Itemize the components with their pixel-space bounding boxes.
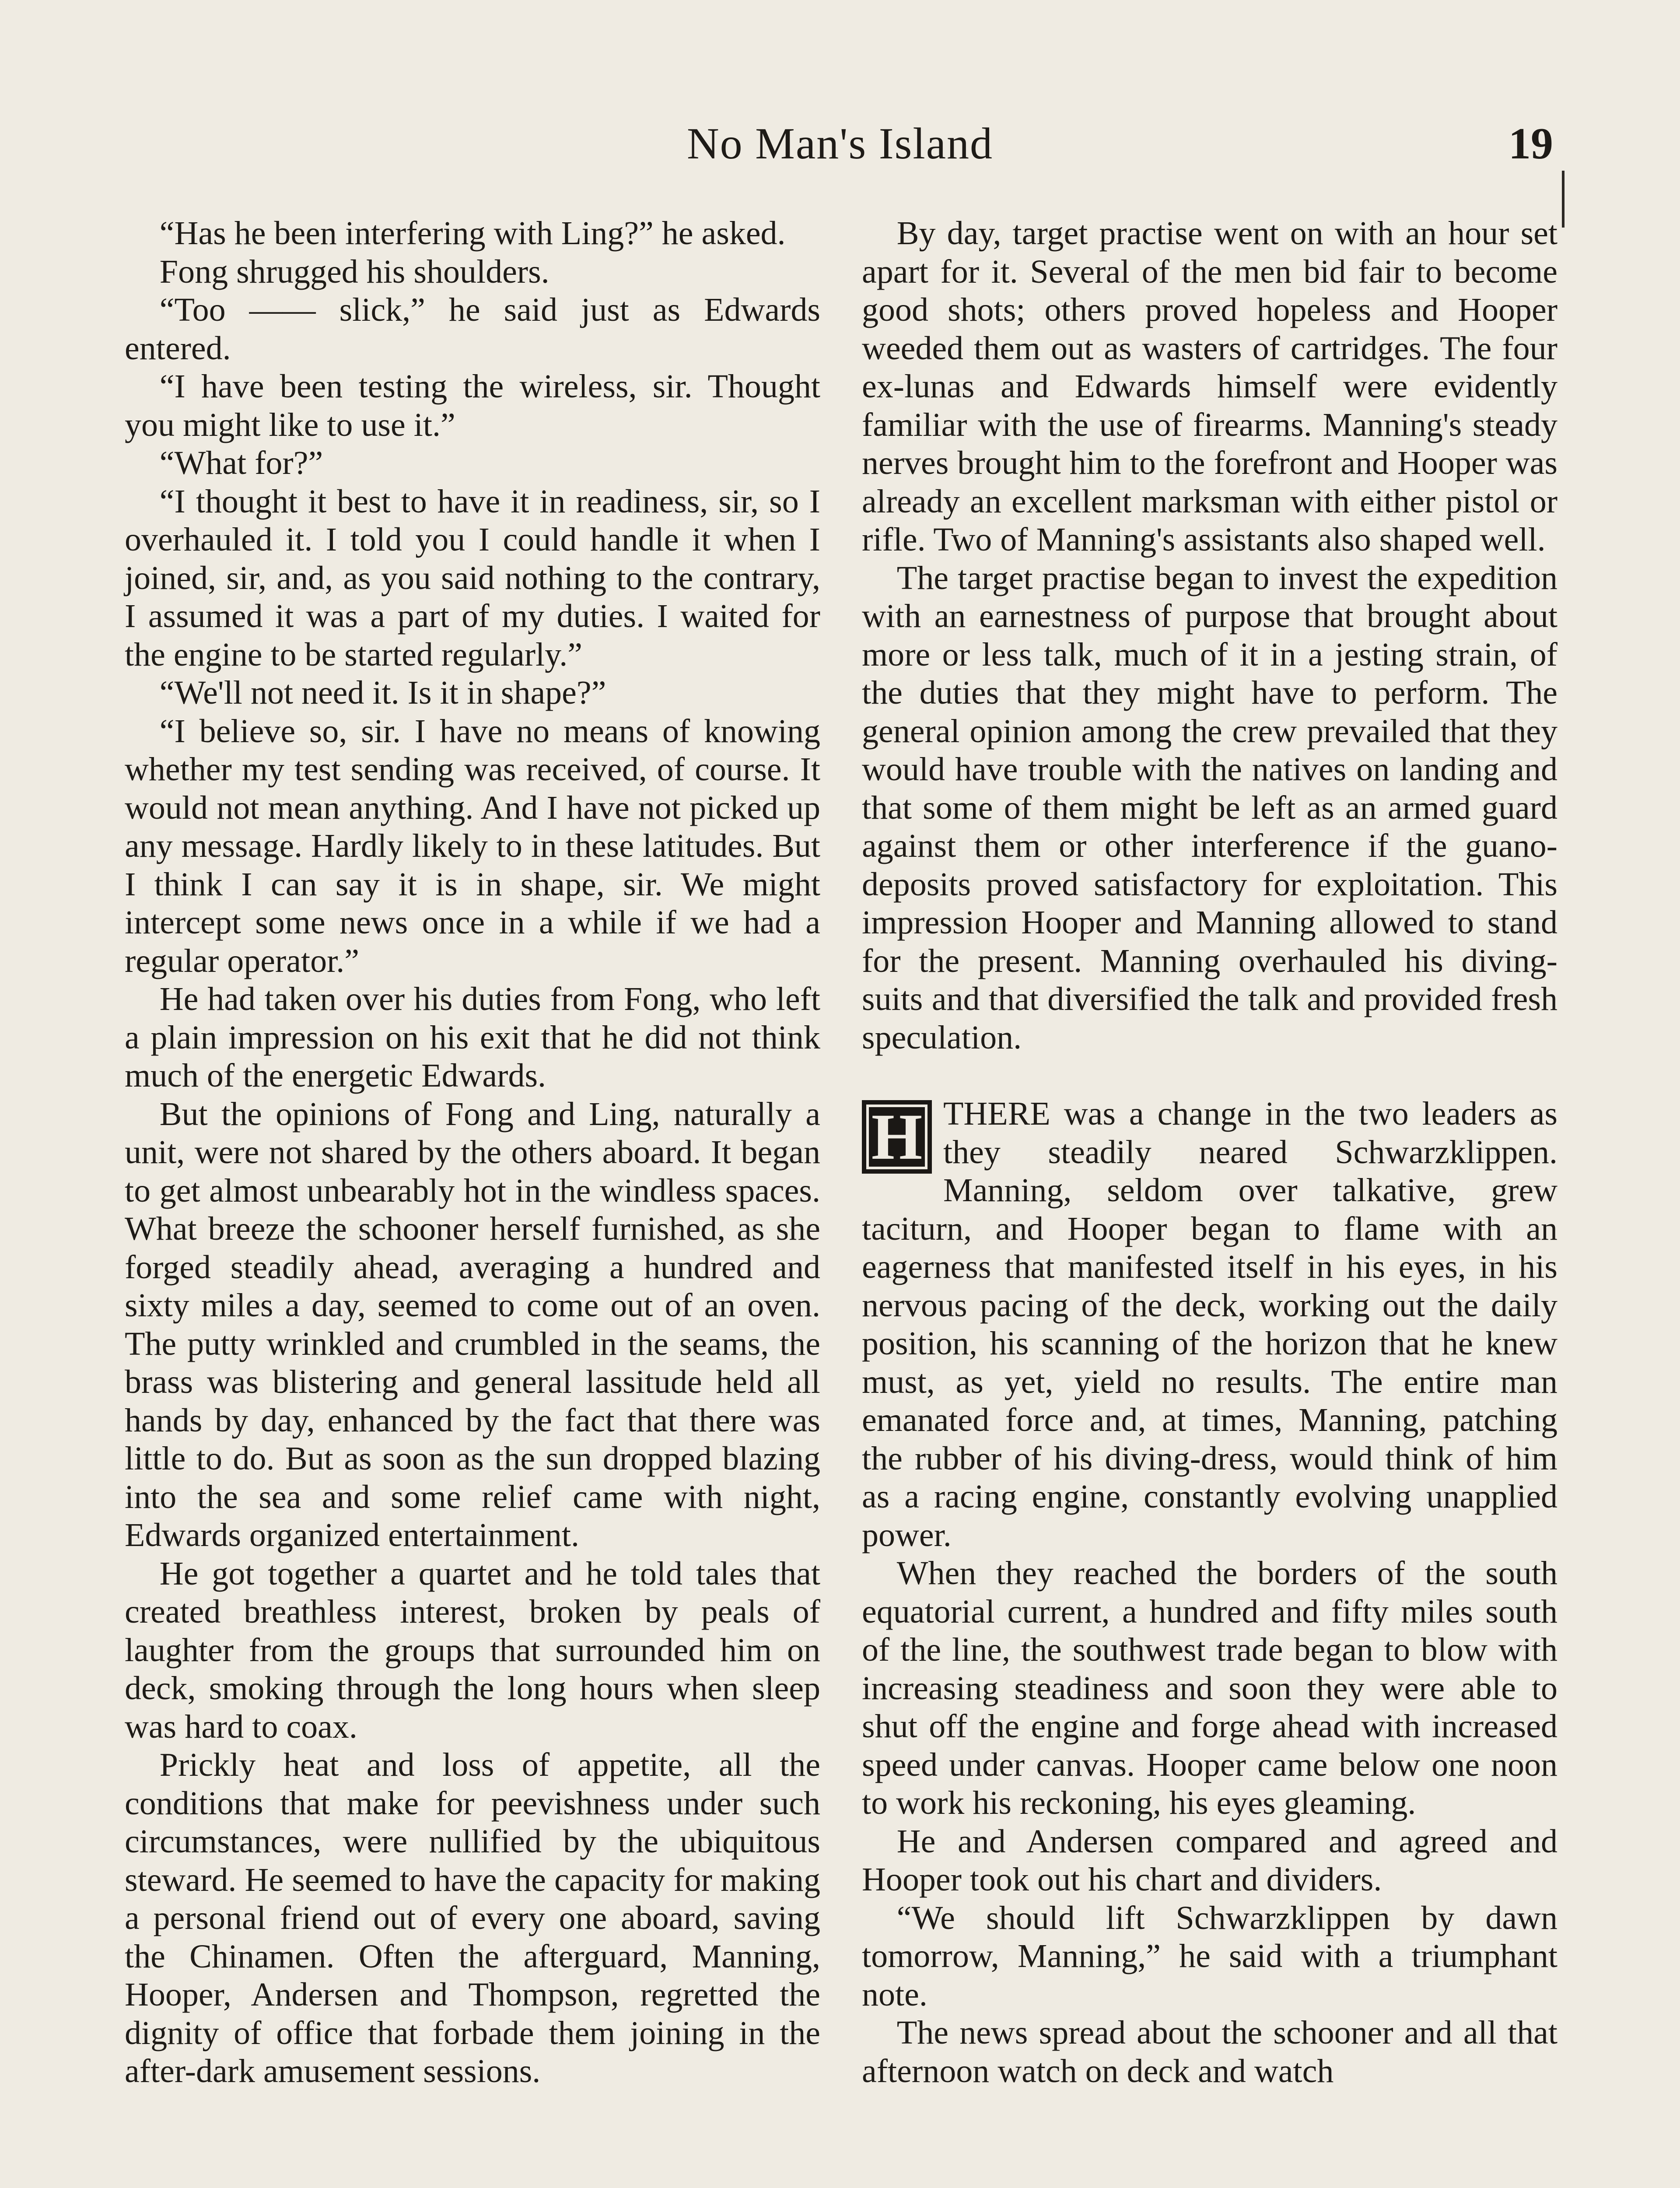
paragraph: “Too —— slick,” he said just as Edwards entered.	[125, 291, 820, 367]
paragraph: The target practise began to invest the expedition with an earnestness of purpose that brought about more or less talk, much of it in a jesting strain, of the duties that they might have to perform. The general opinion among the crew prevailed that they would have trouble with the natives on landing and that some of them might be left as an armed guard against them or other interference if the guano-deposits proved satisfactory for exploitation. This impression Hooper and Manning allowed to stand for the present. Manning overhauled his diving-suits and that diversified the talk and provided fresh speculation.	[862, 559, 1558, 1056]
paragraph: The news spread about the schooner and all that afternoon watch on deck and watch	[862, 2014, 1558, 2090]
paragraph: “We'll not need it. Is it in shape?”	[159, 674, 606, 711]
paragraph: “What for?”	[159, 445, 323, 481]
paragraph: By day, target practise went on with an hour set apart for it. Several of the men bid fair to become good shots; others proved hopeless and Hooper weeded them out as wasters of cartridges. The four ex-lunas and Edwards himself were evidently familiar with the use of firearms. Manning's steady nerves brought him to the forefront and Hooper was already an excellent marksman with either pistol or rifle. Two of Manning's assistants also shaped well.	[862, 215, 1558, 558]
paragraph: But the opinions of Fong and Ling, naturally a unit, were not shared by the others aboard. It began to get almost unbearably hot in the windless spaces. What breeze the schooner herself furnished, as she forged steadily ahead, averaging a hundred and sixty miles a day, seemed to come out of an oven. The putty wrinkled and crumbled in the seams, the brass was blistering and general lassitude held all hands by day, enhanced by the fact that there was little to do. But as soon as the sun dropped blazing into the sea and some relief came with night, Edwards organized entertainment.	[125, 1095, 820, 1553]
running-title: No Man's Island	[687, 119, 993, 168]
paragraph: When they reached the borders of the south equatorial current, a hundred and fifty miles south of the line, the southwest trade began to blow with increasing steadiness and soon they were able to shut off the engine and forge ahead with increased speed under canvas. Hooper came below one noon to work his reckoning, his eyes gleaming.	[862, 1555, 1558, 1821]
drop-cap-paragraph-text: THERE was a change in the two leaders as they steadily neared Schwarzklippen. Manning, seldom over talkative, grew taciturn, and Hooper began to flame with an eagerness that manifested itself in his eyes, in his nervous pacing of the deck, working out the daily position, his scanning of the horizon that he knew must, as yet, yield no results. The entire man emanated force and, at times, Manning, patching the rubber of his diving-dress, would think of him as a racing engine, constantly evolving unapplied power.	[862, 1095, 1558, 1553]
paragraph: “We should lift Schwarzklippen by dawn tomorrow, Manning,” he said with a triumphant note.	[862, 1899, 1558, 2013]
paragraph: “I thought it best to have it in readiness, sir, so I overhauled it. I told you I could handle it when I joined, sir, and, as you said nothing to the contrary, I assumed it was a part of my duties. I waited for the engine to be started regularly.”	[125, 483, 820, 673]
left-column	[125, 214, 820, 2091]
page-number: 19	[1508, 119, 1553, 168]
right-column	[862, 214, 1558, 2090]
page-header	[0, 118, 1680, 184]
paragraph: “I believe so, sir. I have no means of knowing whether my test sending was received, of course. It would not mean anything. And I have not picked up any message. Hardly likely to in these latitudes. But I think I can say it is in shape, sir. We might intercept some news once in a while if we had a regular operator.”	[125, 712, 820, 979]
paragraph: He got together a quartet and he told tales that created breathless interest, broken by peals of laughter from the groups that surrounded him on deck, smoking through the long hours when sleep was hard to coax.	[125, 1555, 820, 1745]
paragraph: Prickly heat and loss of appetite, all the conditions that make for peevishness under such circumstances, were nullified by the ubiquitous steward. He seemed to have the capacity for making a personal friend out of every one aboard, saving the Chinamen. Often the afterguard, Manning, Hooper, Andersen and Thompson, regretted the dignity of office that forbade them joining in the after-dark amusement sessions.	[125, 1746, 820, 2090]
drop-cap-initial: H	[862, 1100, 932, 1174]
binding-mark	[1562, 171, 1564, 228]
paragraph: Fong shrugged his shoulders.	[159, 253, 550, 290]
paragraph: He and Andersen compared and agreed and Hooper took out his chart and dividers.	[862, 1823, 1558, 1898]
drop-cap-paragraph	[862, 1095, 1558, 1554]
paragraph: He had taken over his duties from Fong, who left a plain impression on his exit that he did not think much of the energetic Edwards.	[125, 981, 820, 1094]
paragraph: “Has he been interfering with Ling?” he asked.	[159, 215, 786, 252]
paragraph: “I have been testing the wireless, sir. Thought you might like to use it.”	[125, 368, 820, 443]
